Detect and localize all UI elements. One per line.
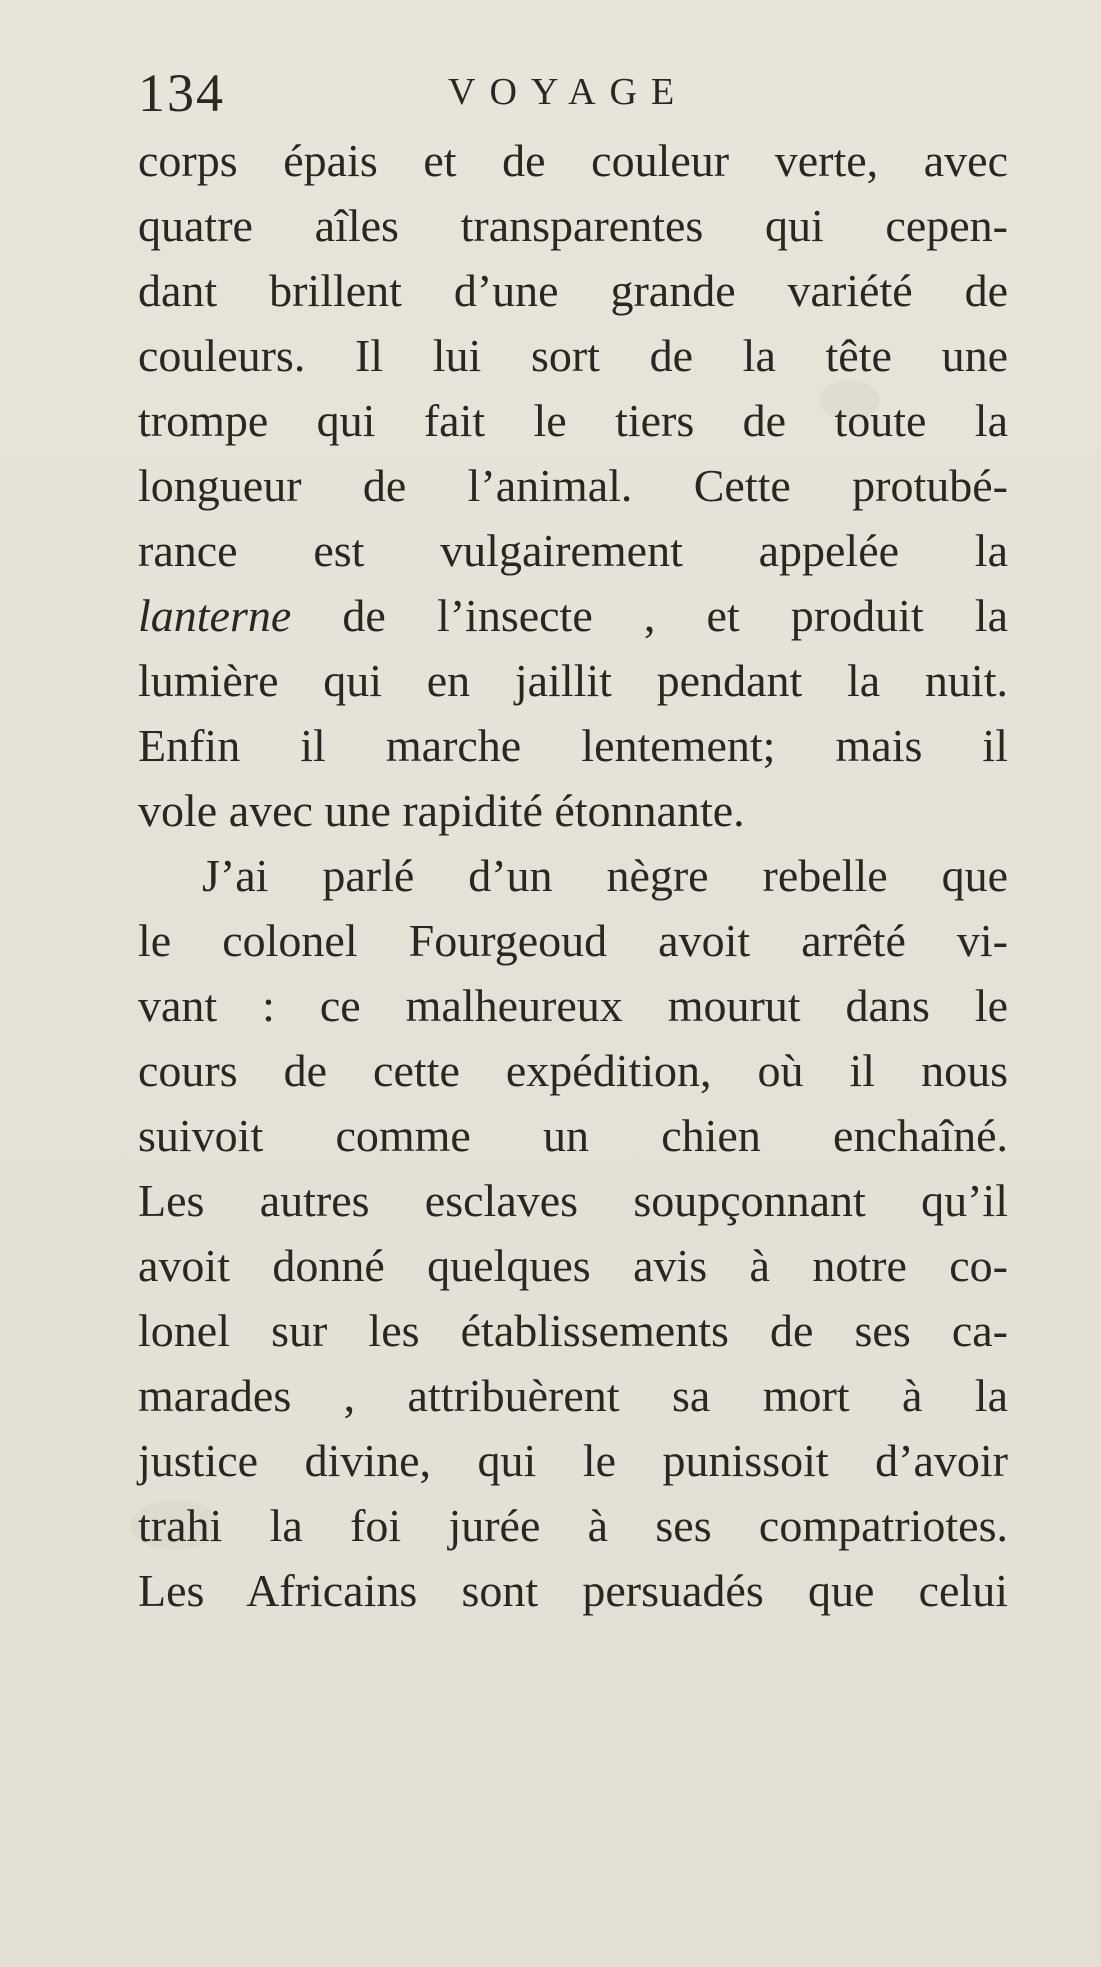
text-line: Enfin il marche lentement; mais il [138, 720, 1008, 771]
text-line: lumière qui en jaillit pendant la nuit. [138, 655, 1008, 706]
text-line: rance est vulgairement appelée la [138, 525, 1008, 576]
text-line: vole avec une rapidité étonnante. [138, 785, 745, 836]
text-line: J’ai parlé d’un nègre rebelle que [202, 850, 1008, 901]
text-line: justice divine, qui le punissoit d’avoir [138, 1435, 1008, 1486]
italic-term: lanterne [138, 590, 292, 641]
text-line: couleurs. Il lui sort de la tête une [138, 330, 1008, 381]
text-fragment: de l’insecte , et produit la [291, 590, 1008, 641]
text-line: dant brillent d’une grande variété de [138, 265, 1008, 316]
page-header [138, 62, 1018, 122]
body-text [138, 128, 1008, 1623]
text-line: avoit donné quelques avis à notre co- [138, 1240, 1008, 1291]
text-line: vant : ce malheureux mourut dans le [138, 980, 1008, 1031]
text-line: Les autres esclaves soupçonnant qu’il [138, 1175, 1008, 1226]
text-line: corps épais et de couleur verte, avec [138, 135, 1008, 186]
text-line [138, 583, 1008, 648]
text-line: suivoit comme un chien enchaîné. [138, 1110, 1008, 1161]
text-line: trompe qui fait le tiers de toute la [138, 395, 1008, 446]
text-line: cours de cette expédition, où il nous [138, 1045, 1008, 1096]
text-line: marades , attribuèrent sa mort à la [138, 1370, 1008, 1421]
text-line: lonel sur les établissements de ses ca- [138, 1305, 1008, 1356]
text-line: le colonel Fourgeoud avoit arrêté vi- [138, 915, 1008, 966]
page-number: 134 [138, 63, 225, 123]
running-head: VOYAGE [448, 71, 689, 113]
text-line: quatre aîles transparentes qui cepen- [138, 200, 1008, 251]
text-line: longueur de l’animal. Cette protubé- [138, 460, 1008, 511]
text-line: Les Africains sont persuadés que celui [138, 1565, 1008, 1616]
text-line: trahi la foi jurée à ses compatriotes. [138, 1500, 1008, 1551]
